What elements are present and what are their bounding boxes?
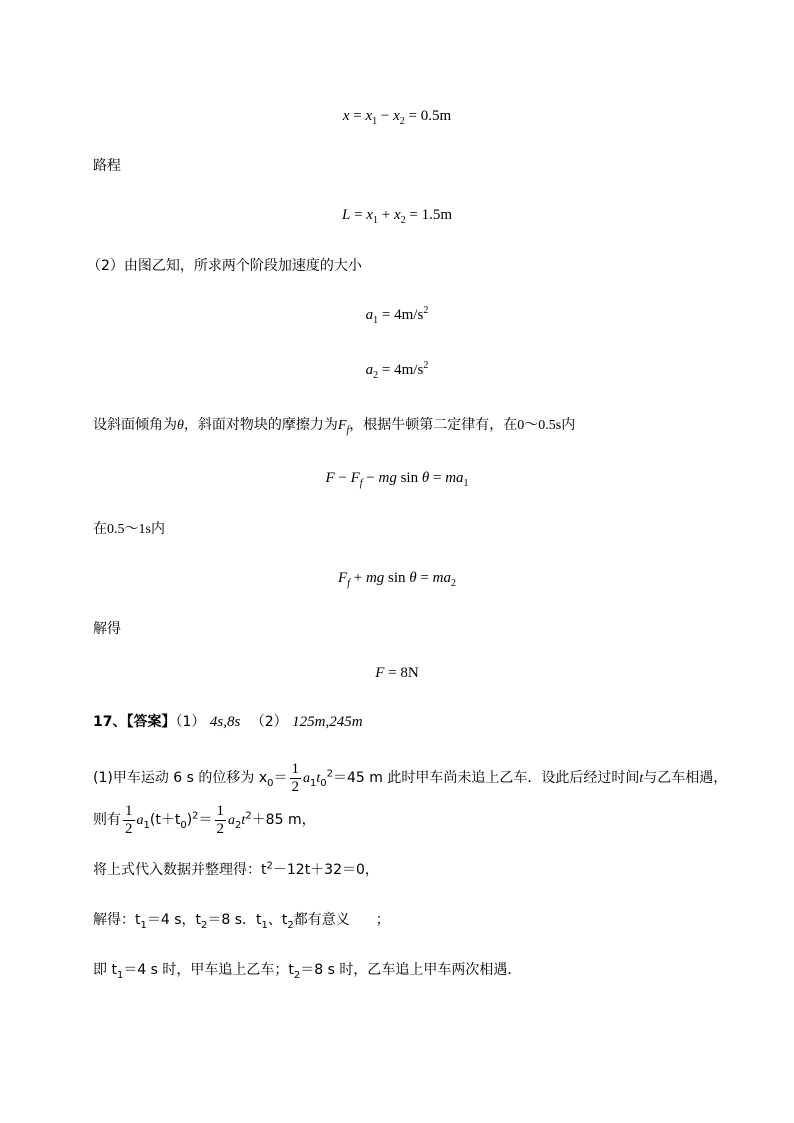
- part2-text: （2）由图乙知，所求两个阶段加速度的大小: [87, 258, 362, 274]
- equation-a1: $a_1 = 4m/s^2$: [365, 305, 429, 326]
- equation-a2: $a_2 = 4m/s^2$: [365, 360, 429, 381]
- equation-displacement: $x = x_1 - x_2 = 0.5m$: [342, 108, 452, 127]
- setup-text: 设斜面倾角为θ，斜面对物块的摩擦力为$F_f$，根据牛顿第二定律有，在0～0.5s内: [93, 417, 576, 436]
- equation-force-result: F = 8N: [375, 665, 419, 681]
- question17-answer: 17、【答案】（1） 4s,8s （2） 125m,245m: [93, 714, 363, 730]
- label-path: 路程: [93, 158, 121, 174]
- solution-line4: 解得：$t_1=4$ s，$t_2=8$ s．$t_1$、$t_2$都有意义 ；: [93, 912, 390, 931]
- fraction-half-2: $\frac{1}{2}$: [216, 802, 225, 837]
- solution-line5: 即 $t_1=4$ s 时，甲车追上乙车；$t_2=8$ s 时，乙车追上甲车两次相遇．: [93, 962, 522, 981]
- solution-line1: (1)甲车运动 6 s 的位移为 $x_0=$ $\frac{1}{2}$ $a_1t_0^2=45$ m 此时甲车尚未追上乙车．设此后经过时间t与乙车相遇，: [93, 760, 728, 795]
- equation-newton-phase1: $F - F_f$ − mg $\sin \theta = ma_1$: [325, 470, 469, 489]
- fraction-half: $\frac{1}{2}$: [291, 760, 299, 795]
- equation-newton-phase2: $F_f$ + mg $\sin \theta = ma_2$: [338, 570, 456, 589]
- label-solve: 解得: [93, 621, 121, 637]
- equation-path-length: $L = x_1 + x_2 = 1.5m$: [341, 207, 452, 226]
- interval2-text: 在0.5～1s内: [93, 521, 165, 537]
- solution-line3: 将上式代入数据并整理得：$t^2-12t+32=0$，: [93, 860, 379, 878]
- solution-line2: 则有 $\frac{1}{2}$ $a_1(t+t_0)^2=$ $\frac{1}{2}$ $a_2t^2+85$ m，: [93, 802, 316, 837]
- fraction-half-1: $\frac{1}{2}$: [125, 802, 133, 837]
